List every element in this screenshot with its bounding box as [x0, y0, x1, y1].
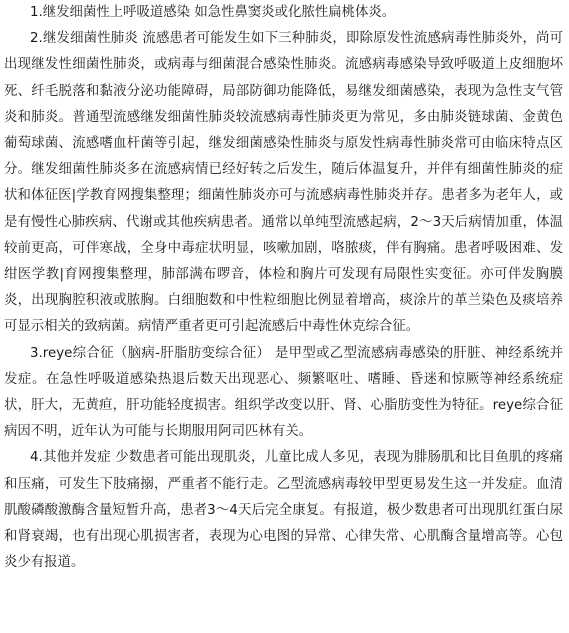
- paragraph-other-complications: 4.其他并发症 少数患者可能出现肌炎，儿童比成人多见，表现为腓肠肌和比目鱼肌的疼痛和压痛，可发生下肢痛搦，严重者不能行走。乙型流感病毒较甲型更易发生这一并发症。血清肌酸磷酸激酶含量短暂升高，患者3～4天后完全康复。有报道，极少数患者可出现肌红蛋白尿和肾衰竭，也有出现心肌损害者，表现为心电图的异常、心律失常、心肌酶含量增高等。心包炎少有报道。: [4, 450, 563, 571]
- paragraph-bacterial-pneumonia: 2.继发细菌性肺炎 流感患者可能发生如下三种肺炎，即除原发性流感病毒性肺炎外，尚可出现继发性细菌性肺炎，或病毒与细菌混合感染性肺炎。流感病毒感染导致呼吸道上皮细胞坏死、纤毛脱落和黏液分泌功能障碍，局部防御功能降低，易继发细菌感染，表现为急性支气管炎和肺炎。普通型流感继发细菌性肺炎较流感病毒性肺炎更为常见，多由肺炎链球菌、金黄色葡萄球菌、流感嗜血杆菌等引起，继发细菌感染性肺炎与原发性病毒性肺炎常可由临床特点区分。继发细菌性肺炎多在流感病情已经好转之后发生，随后体温复升，并伴有细菌性肺炎的症状和体征医|学教育网搜集整理；细菌性肺炎亦可与流感病毒性肺炎并存。患者多为老年人，或是有慢性心肺疾病、代谢或其他疾病患者。通常以单纯型流感起病，2～3天后病情加重，体温较前更高，可伴寒战，全身中毒症状明显，咳嗽加剧，咯脓痰，伴有胸痛。患者呼吸困难、发绀医学教|育网搜集整理，肺部满布啰音，体检和胸片可发现有局限性实变征。亦可伴发胸膜炎，出现胸腔积液或脓胸。白细胞数和中性粒细胞比例显着增高，痰涂片的革兰染色及痰培养可显示相关的致病菌。病情严重者更可引起流感后中毒性休克综合征。: [4, 31, 563, 335]
- paragraph-upper-respiratory-infection: 1.继发细菌性上呼吸道感染 如急性鼻窦炎或化脓性扁桃体炎。: [30, 5, 396, 20]
- paragraph-reye-syndrome: 3.reye综合征（脑病-肝脂肪变综合征） 是甲型或乙型流感病毒感染的肝脏、神经系统并发症。在急性呼吸道感染热退后数天出现恶心、频繁呕吐、嗜睡、昏迷和惊厥等神经系统症状，肝大，无黄疸，肝功能轻度损害。组织学改变以肝、肾、心脂肪变性为特征。reye综合征病因不明，近年认为可能与长期服用阿司匹林有关。: [4, 345, 563, 440]
